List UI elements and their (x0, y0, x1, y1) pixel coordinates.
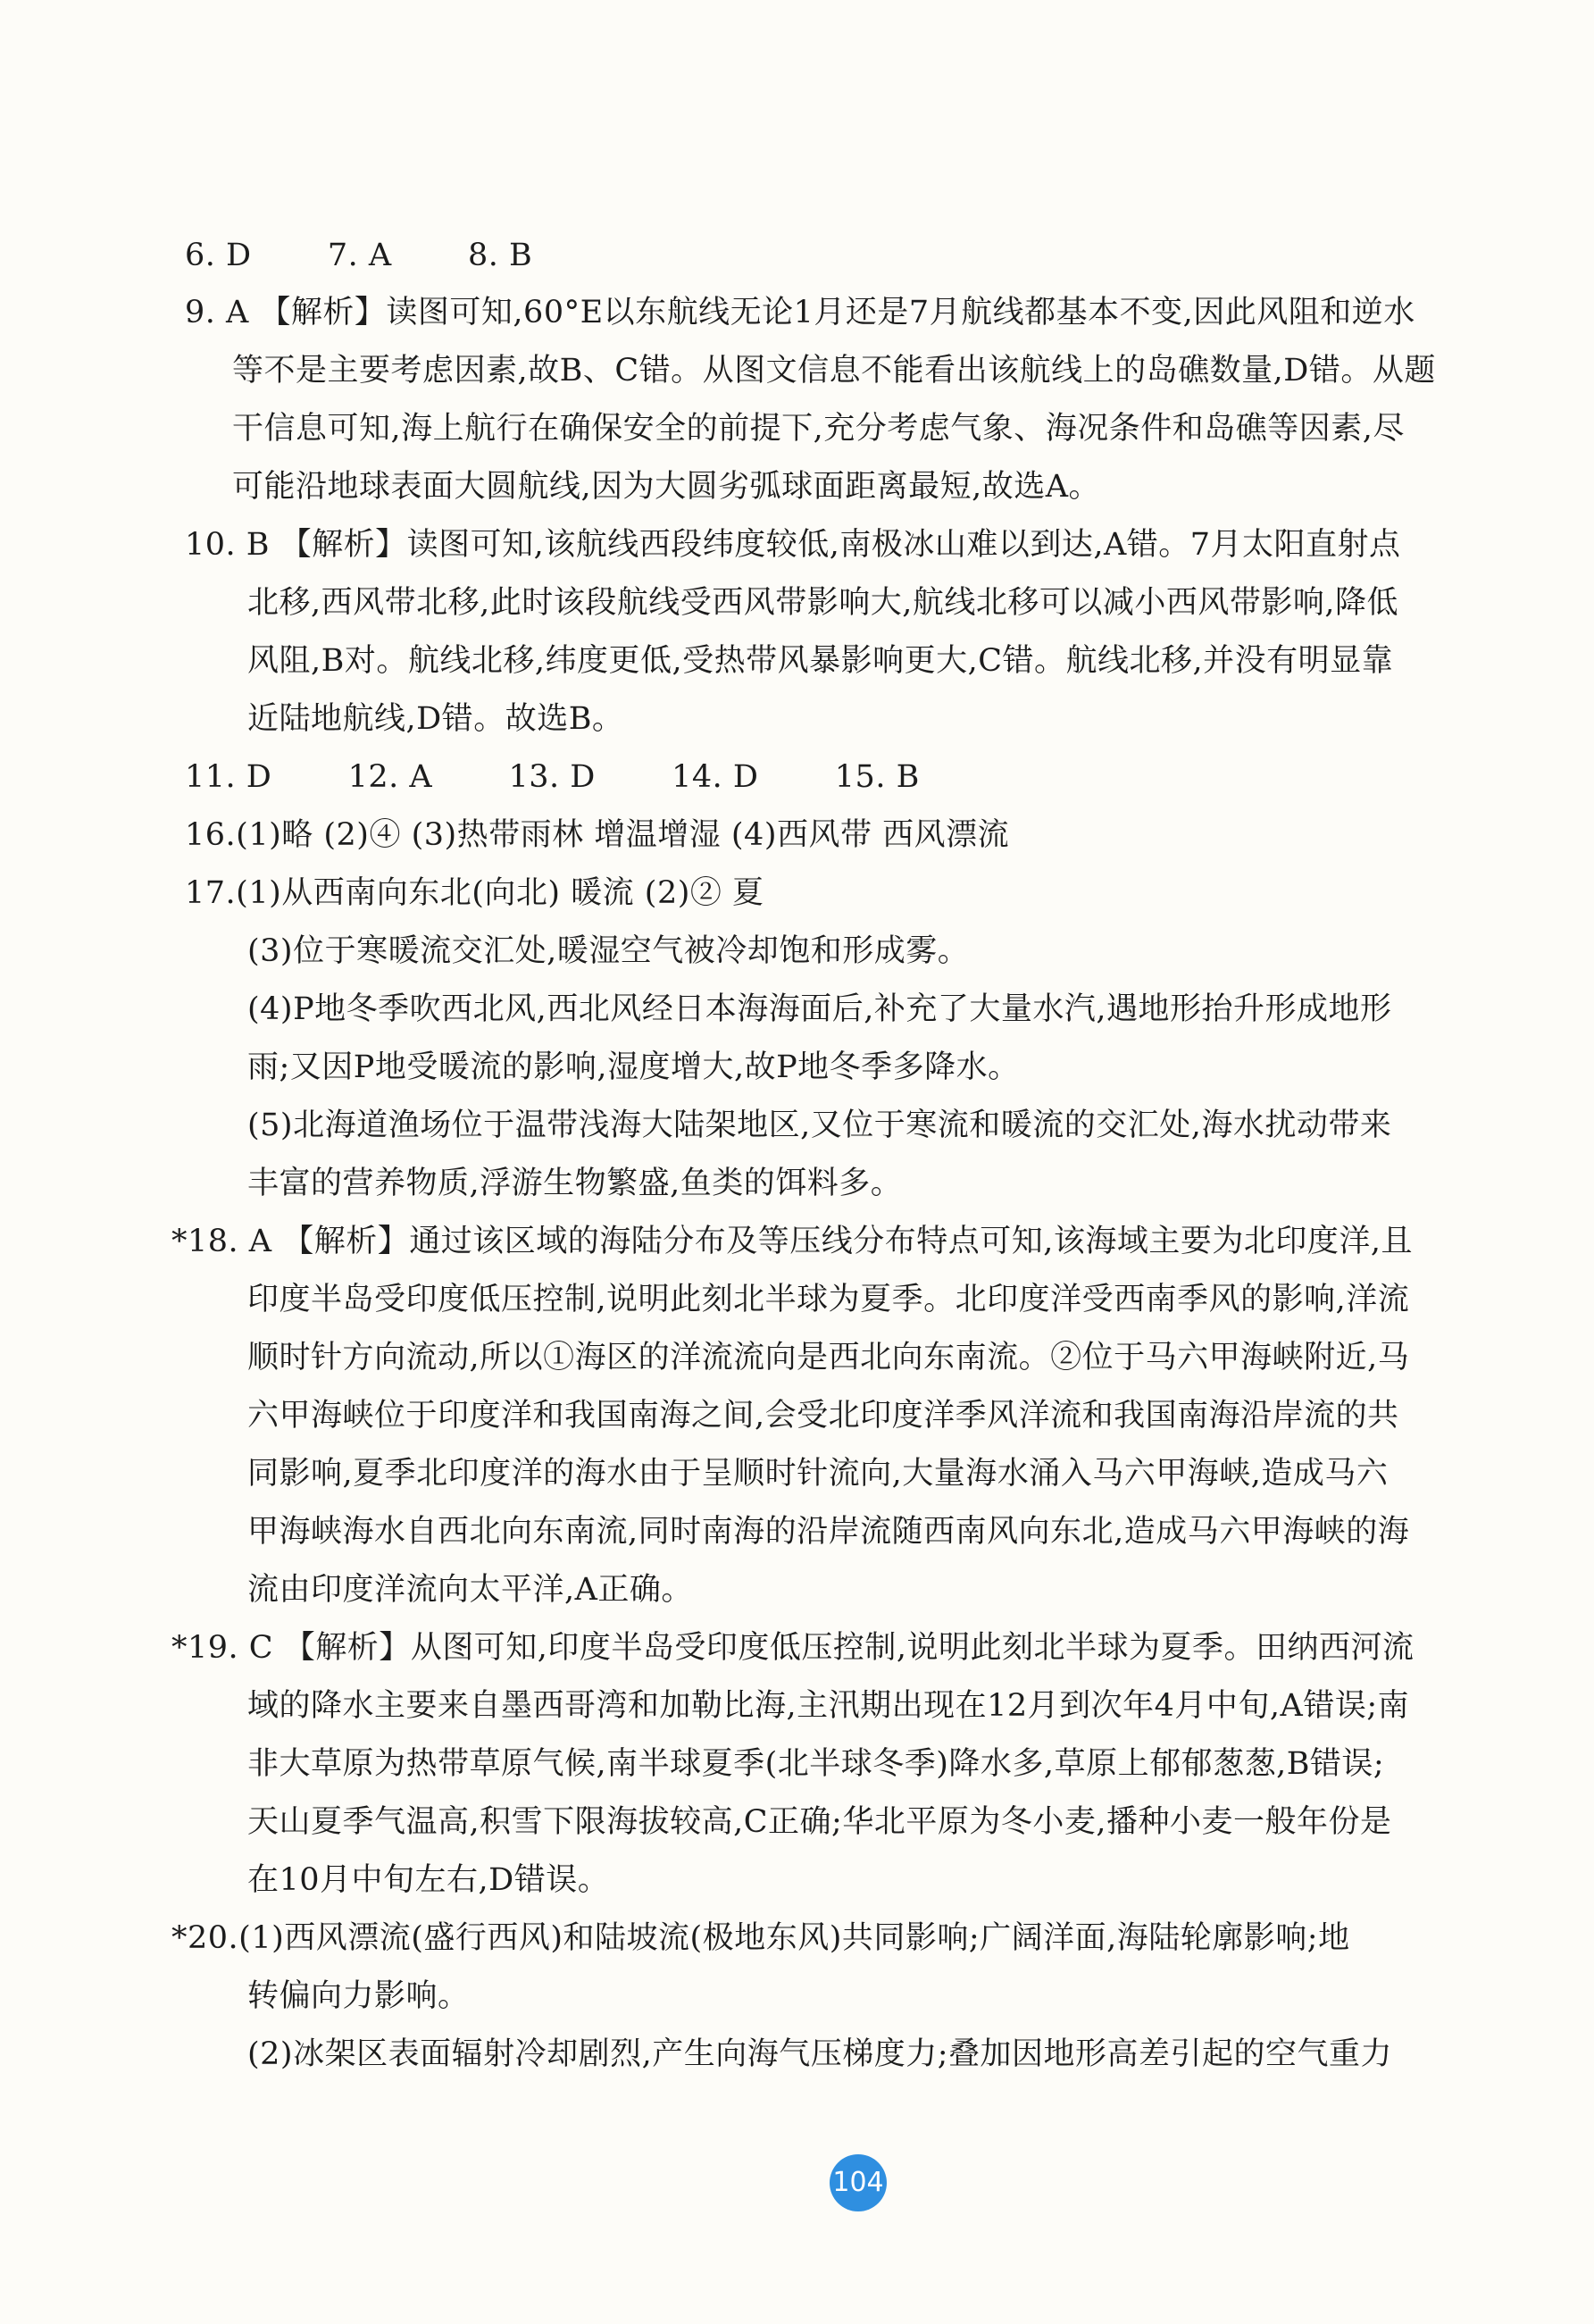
q9-line-2: 等不是主要考虑因素,故B、C错。从图文信息不能看出该航线上的岛礁数量,D错。从题 (232, 353, 1436, 389)
q18-line-7: 流由印度洋流向太平洋,A正确。 (247, 1572, 693, 1608)
q10-line-2: 北移,西风带北移,此时该段航线受西风带影响大,航线北移可以减小西风带影响,降低 (247, 585, 1399, 621)
answer-13: 13. D (508, 759, 596, 795)
q18-line-1: *18. A 【解析】通过该区域的海陆分布及等压线分布特点可知,该海域主要为北印度洋,且 (171, 1224, 1413, 1259)
q18-line-6: 甲海峡海水自西北向东南流,同时南海的沿岸流随西南风向东北,造成马六甲海峡的海 (247, 1514, 1410, 1550)
q18-line-4: 六甲海峡位于印度洋和我国南海之间,会受北印度洋季风洋流和我国南海沿岸流的共 (247, 1398, 1399, 1434)
q17-line-1: 17.(1)从西南向东北(向北) 暖流 (2)② 夏 (185, 875, 764, 911)
q17-line-2: (3)位于寒暖流交汇处,暖湿空气被冷却饱和形成雾。 (247, 933, 970, 969)
q20-line-2: 转偏向力影响。 (247, 1978, 470, 2014)
q9-line-4: 可能沿地球表面大圆航线,因为大圆劣弧球面距离最短,故选A。 (232, 469, 1101, 505)
answer-12: 12. A (347, 759, 433, 795)
answer-15: 15. B (834, 759, 920, 795)
answer-11: 11. D (185, 759, 272, 795)
q16-line: 16.(1)略 (2)④ (3)热带雨林 增温增湿 (4)西风带 西风漂流 (185, 817, 1010, 853)
q9-line-1: 9. A 【解析】读图可知,60°E以东航线无论1月还是7月航线都基本不变,因此风阻和逆水 (185, 295, 1415, 330)
q20-line-1: *20.(1)西风漂流(盛行西风)和陆坡流(极地东风)共同影响;广阔洋面,海陆轮廓影响;地 (171, 1920, 1350, 1956)
q18-line-5: 同影响,夏季北印度洋的海水由于呈顺时针流向,大量海水涌入马六甲海峡,造成马六 (247, 1456, 1389, 1492)
q17-line-5: (5)北海道渔场位于温带浅海大陆架地区,又位于寒流和暖流的交汇处,海水扰动带来 (247, 1108, 1392, 1143)
q19-line-2: 域的降水主要来自墨西哥湾和加勒比海,主汛期出现在12月到次年4月中旬,A错误;南 (247, 1688, 1410, 1724)
q17-line-6: 丰富的营养物质,浮游生物繁盛,鱼类的饵料多。 (247, 1166, 903, 1201)
q17-line-4: 雨;又因P地受暖流的影响,湿度增大,故P地冬季多降水。 (247, 1049, 1020, 1085)
answer-line-6-8 (185, 236, 532, 275)
q20-line-3: (2)冰架区表面辐射冷却剧烈,产生向海气压梯度力;叠加因地形高差引起的空气重力 (247, 2036, 1392, 2072)
q18-line-2: 印度半岛受印度低压控制,说明此刻北半球为夏季。北印度洋受西南季风的影响,洋流 (247, 1282, 1410, 1317)
q19-line-3: 非大草原为热带草原气候,南半球夏季(北半球冬季)降水多,草原上郁郁葱葱,B错误; (247, 1746, 1385, 1782)
answer-line-11-15 (185, 757, 920, 797)
q10-line-3: 风阻,B对。航线北移,纬度更低,受热带风暴影响更大,C错。航线北移,并没有明显靠 (247, 643, 1394, 679)
page-number-badge: 104 (830, 2154, 887, 2211)
q18-line-3: 顺时针方向流动,所以①海区的洋流流向是西北向东南流。②位于马六甲海峡附近,马 (247, 1340, 1410, 1375)
q9-line-3: 干信息可知,海上航行在确保安全的前提下,充分考虑气象、海况条件和岛礁等因素,尽 (232, 411, 1405, 447)
q19-line-4: 天山夏季气温高,积雪下限海拔较高,C正确;华北平原为冬小麦,播种小麦一般年份是 (247, 1804, 1392, 1840)
answer-7: 7. A (327, 238, 392, 273)
q10-line-1: 10. B 【解析】读图可知,该航线西段纬度较低,南极冰山难以到达,A错。7月太阳直射点 (185, 527, 1401, 563)
q10-line-4: 近陆地航线,D错。故选B。 (247, 701, 624, 737)
answer-8: 8. B (467, 238, 533, 273)
answer-14: 14. D (672, 759, 759, 795)
q17-line-3: (4)P地冬季吹西北风,西北风经日本海海面后,补充了大量水汽,遇地形抬升形成地形 (247, 991, 1392, 1027)
answer-6: 6. D (185, 238, 252, 273)
q19-line-5: 在10月中旬左右,D错误。 (247, 1862, 610, 1898)
q19-line-1: *19. C 【解析】从图可知,印度半岛受印度低压控制,说明此刻北半球为夏季。田纳西河流 (171, 1630, 1415, 1666)
